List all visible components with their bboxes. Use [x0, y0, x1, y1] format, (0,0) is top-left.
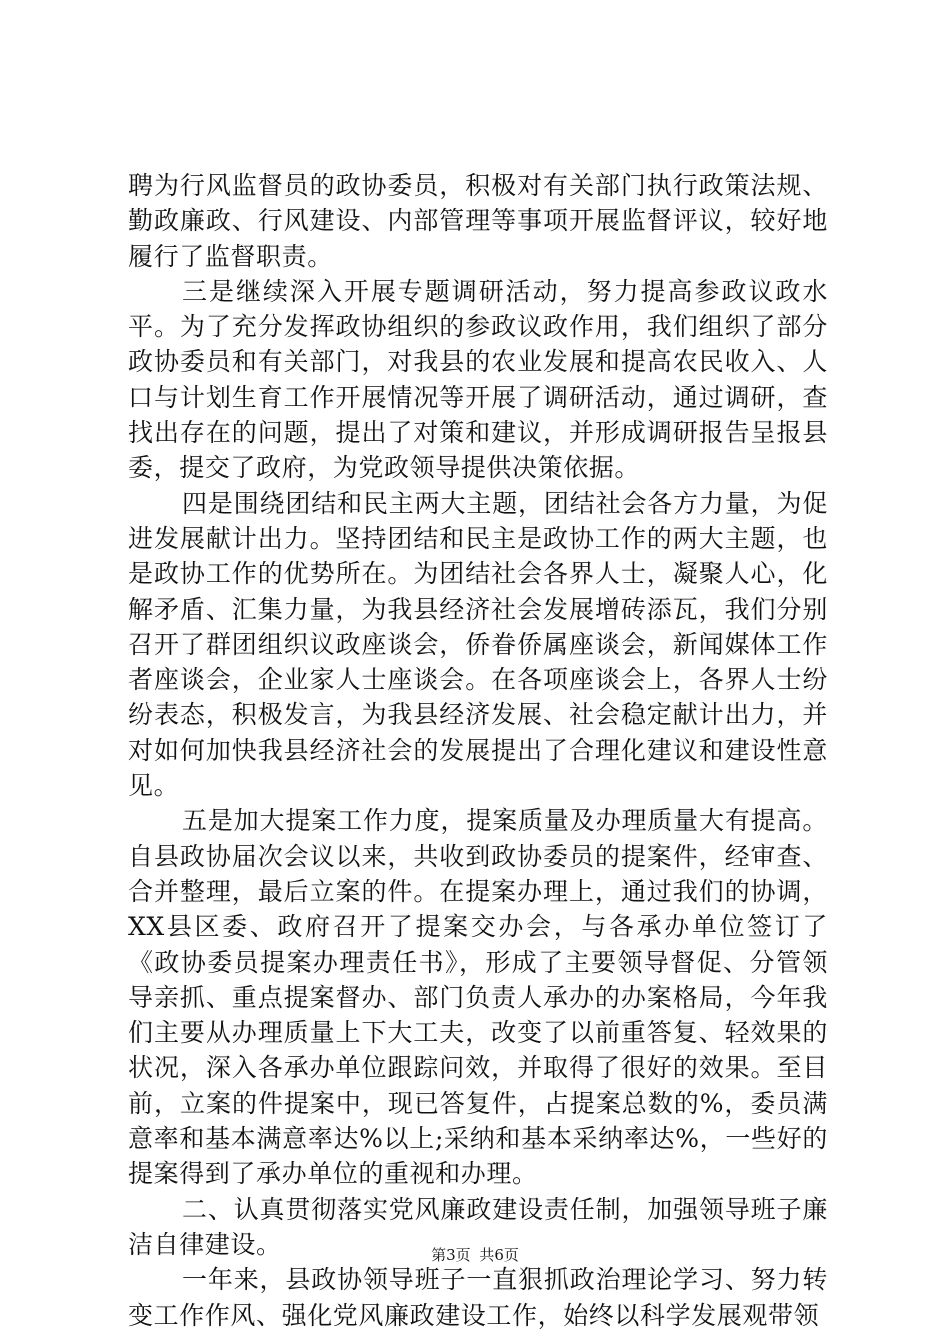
page-number: 第3页: [431, 1246, 471, 1264]
page-total: 共6页: [479, 1246, 519, 1264]
page-footer: [0, 1245, 950, 1265]
paragraph-proposals: 五是加大提案工作力度，提案质量及办理质量大有提高。自县政协届次会议以来，共收到政协委员的提案件，经审查、合并整理，最后立案的件。在提案办理上，通过我们的协调，XX县区委、政府召开了提案交办会，与各承办单位签订了《政协委员提案办理责任书》，形成了主要领导督促、分管领导亲抓、重点提案督办、部门负责人承办的办案格局，今年我们主要从办理质量上下大工夫，改变了以前重答复、轻效果的状况，深入各承办单位跟踪问效，并取得了很好的效果。至目前，立案的件提案中，现已答复件，占提案总数的%，委员满意率和基本满意率达%以上;采纳和基本采纳率达%，一些好的提案得到了承办单位的重视和办理。: [128, 806, 828, 1189]
paragraph-research: 三是继续深入开展专题调研活动，努力提高参政议政水平。为了充分发挥政协组织的参政议政作用，我们组织了部分政协委员和有关部门，对我县的农业发展和提高农民收入、人口与计划生育工作开展情况等开展了调研活动，通过调研，查找出存在的问题，提出了对策和建议，并形成调研报告呈报县委，提交了政府，为党政领导提供决策依据。: [128, 276, 828, 483]
section-heading-integrity: 二、认真贯彻落实党风廉政建设责任制，加强领导班子廉洁自律建设。: [128, 1194, 828, 1259]
paragraph-leadership: 一年来，县政协领导班子一直狠抓政治理论学习、努力转变工作作风、强化党风廉政建设工作，始终以科学发展观带领: [128, 1265, 828, 1330]
document-body: [128, 168, 828, 1333]
paragraph-unity: 四是围绕团结和民主两大主题，团结社会各方力量，为促进发展献计出力。坚持团结和民主是政协工作的两大主题，也是政协工作的优势所在。为团结社会各界人士，凝聚人心，化解矛盾、汇集力量，为我县经济社会发展增砖添瓦，我们分别召开了群团组织议政座谈会，侨眷侨属座谈会，新闻媒体工作者座谈会，企业家人士座谈会。在各项座谈会上，各界人士纷纷表态，积极发言，为我县经济发展、社会稳定献计出力，并对如何加快我县经济社会的发展提出了合理化建议和建设性意见。: [128, 488, 828, 801]
paragraph-continuation: 聘为行风监督员的政协委员，积极对有关部门执行政策法规、勤政廉政、行风建设、内部管理等事项开展监督评议，较好地履行了监督职责。: [128, 171, 828, 271]
